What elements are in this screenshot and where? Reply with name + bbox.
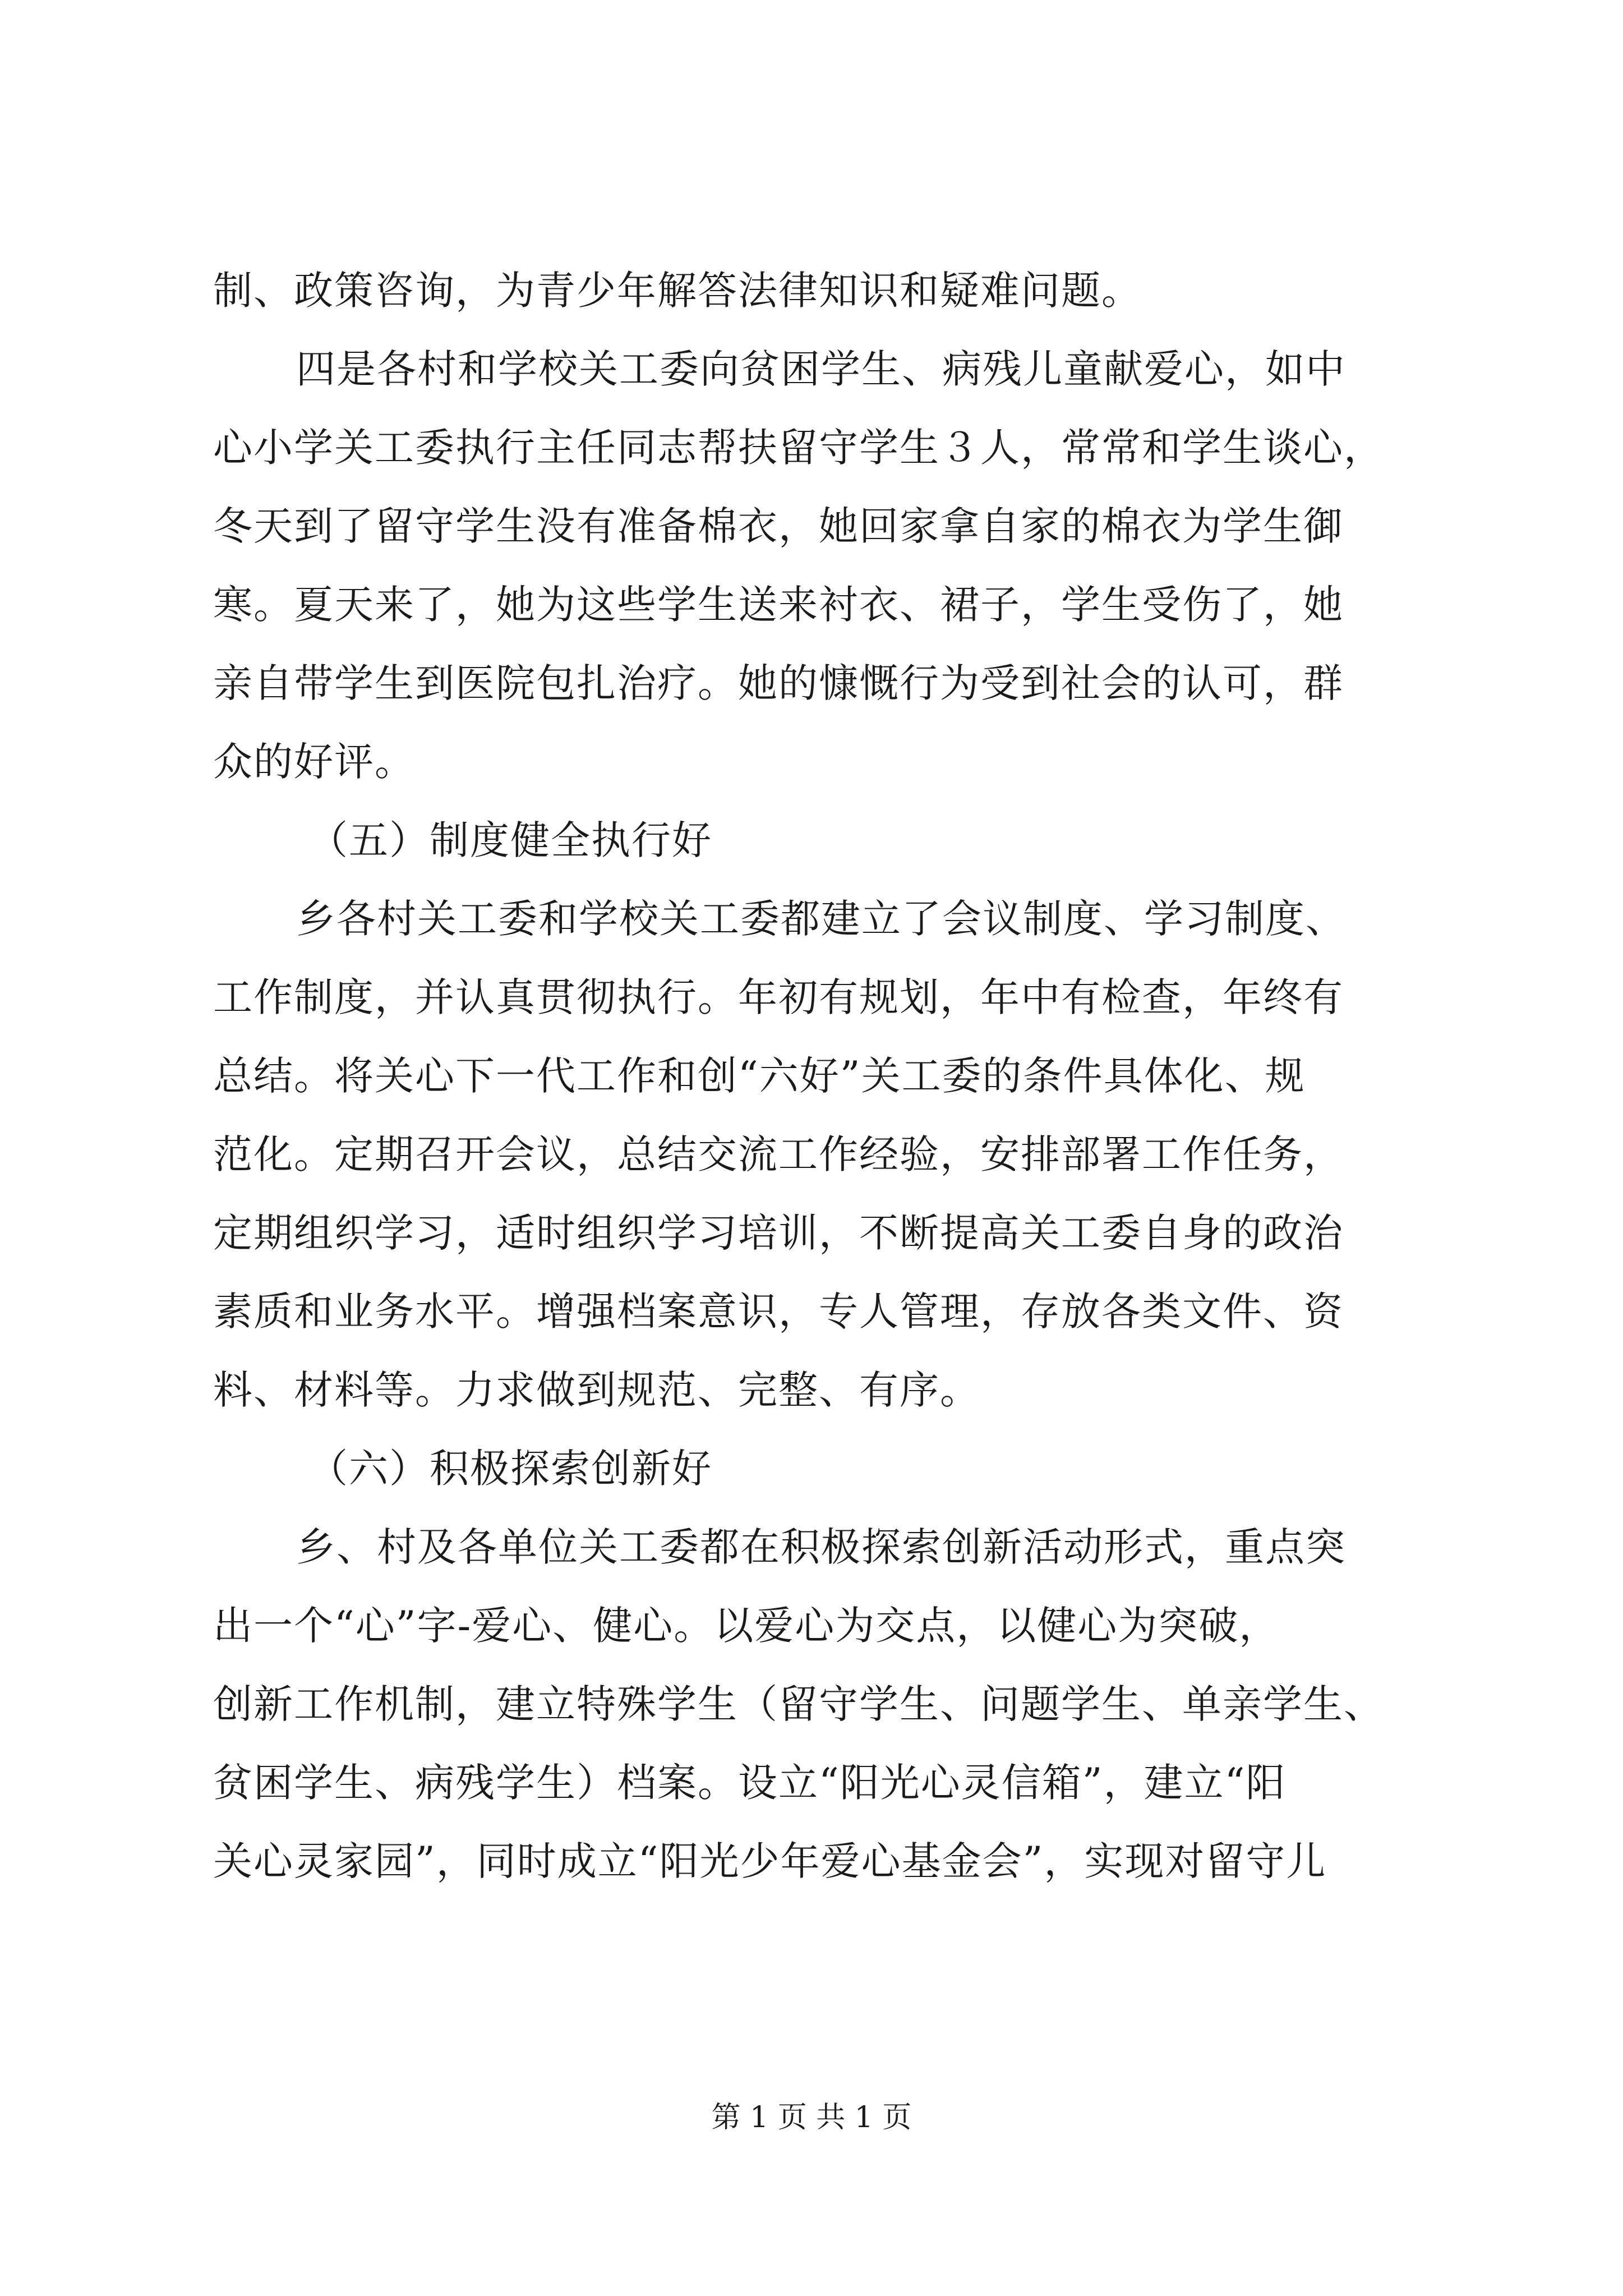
text-line-4: 冬天到了留守学生没有准备棉衣，她回家拿自家的棉衣为学生御 (213, 503, 1344, 549)
text-line-9: 乡各村关工委和学校关工委都建立了会议制度、学习制度、 (296, 896, 1346, 942)
text-line-7: 众的好评。 (213, 739, 415, 785)
document-body (213, 251, 1469, 1901)
section-heading-5: （五）制度健全执行好 (308, 817, 712, 863)
text-line-3: 心小学关工委执行主任同志帮扶留守学生３人，常常和学生谈心， (213, 425, 1384, 471)
text-line-14: 素质和业务水平。增强档案意识，专人管理，存放各类文件、资 (213, 1289, 1344, 1335)
text-line-1: 制、政策咨询，为青少年解答法律知识和疑难问题。 (213, 268, 1142, 314)
text-line-15: 料、材料等。力求做到规范、完整、有序。 (213, 1367, 980, 1413)
text-line-5: 寒。夏天来了，她为这些学生送来衬衣、裙子，学生受伤了，她 (213, 582, 1344, 628)
page-number-indicator: 第 1 页 共 1 页 (711, 2101, 912, 2134)
section-heading-6: （六）积极探索创新好 (308, 1446, 712, 1492)
text-line-12: 范化。定期召开会议，总结交流工作经验，安排部署工作任务， (213, 1131, 1344, 1177)
text-line-13: 定期组织学习，适时组织学习培训，不断提高关工委自身的政治 (213, 1210, 1344, 1256)
text-line-21: 关心灵家园”，同时成立“阳光少年爱心基金会”，实现对留守儿 (213, 1838, 1327, 1884)
text-line-20: 贫困学生、病残学生）档案。设立“阳光心灵信箱”，建立“阳 (213, 1760, 1287, 1806)
text-line-18: 出一个“心”字-爱心、健心。以爱心为交点，以健心为突破， (213, 1603, 1280, 1649)
text-line-10: 工作制度，并认真贯彻执行。年初有规划，年中有检查，年终有 (213, 974, 1344, 1020)
text-line-11: 总结。将关心下一代工作和创“六好”关工委的条件具体化、规 (213, 1053, 1306, 1099)
text-line-2: 四是各村和学校关工委向贫困学生、病残儿童献爱心，如中 (296, 346, 1346, 392)
text-line-6: 亲自带学生到医院包扎治疗。她的慷慨行为受到社会的认可，群 (213, 660, 1344, 706)
text-line-17: 乡、村及各单位关工委都在积极探索创新活动形式，重点突 (296, 1524, 1346, 1570)
text-line-19: 创新工作机制，建立特殊学生（留守学生、问题学生、单亲学生、 (213, 1681, 1384, 1727)
page-footer (0, 2098, 1623, 2137)
